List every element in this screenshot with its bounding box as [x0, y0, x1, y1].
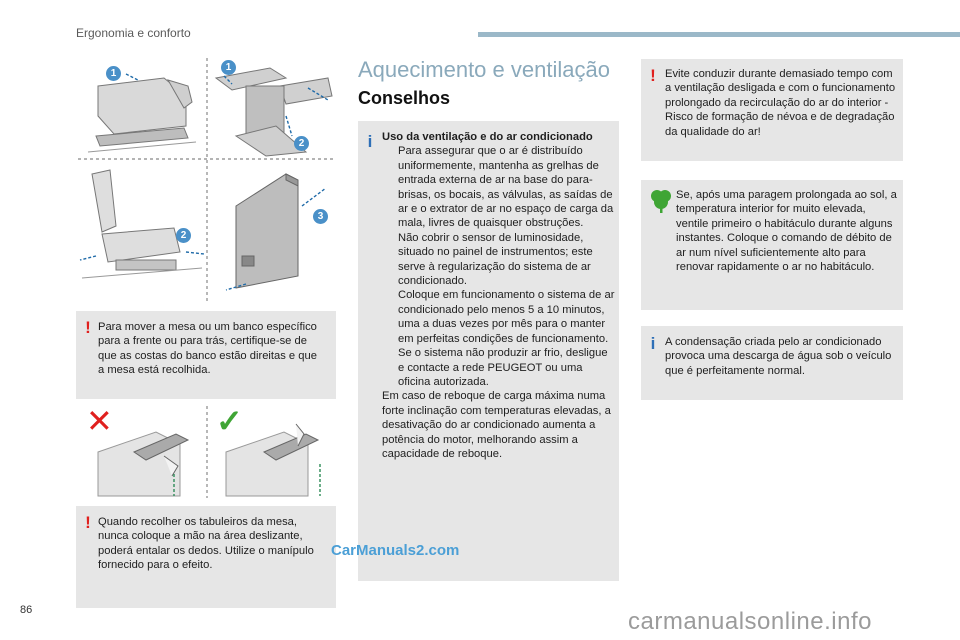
- advice-footer: Em caso de reboque de carga máxima numa forte inclinação com temperaturas elevadas, a desativação do ar condicionado aumenta a potência do motor, melhorando assim a capacidade de reboque.: [382, 390, 611, 460]
- seat-drawing: [82, 170, 202, 278]
- seat-table-illustrations: [76, 56, 336, 306]
- callout-2: 2: [294, 136, 309, 151]
- wrong-mark-icon: ✕: [86, 403, 113, 439]
- right-mark-icon: ✓: [216, 403, 243, 439]
- warning-note-fingers: [76, 506, 336, 608]
- list-item-text: Se o sistema não produzir ar frio, desligue e contacte a rede PEUGEOT ou uma oficina autorizada.: [398, 347, 608, 388]
- advice-list: [382, 144, 616, 389]
- warning-icon: !: [85, 318, 91, 337]
- info-icon: i: [367, 132, 373, 151]
- warning-note-text: Quando recolher os tabuleiros da mesa, nunca coloque a mão na área deslizante, poderá entalar os dedos. Utilize o manípulo fornecido para o efeito.: [98, 516, 314, 572]
- advice-panel: [358, 121, 619, 581]
- eco-note-ventilate: [641, 180, 903, 310]
- warning-note-table-seat: [76, 311, 336, 399]
- warning-icon: !: [85, 513, 91, 532]
- list-item: [382, 144, 616, 230]
- callout-2: 2: [176, 228, 191, 243]
- eco-tree-icon: [650, 188, 672, 214]
- list-item-text: Para assegurar que o ar é distribuído uniformemente, mantenha as grelhas de entrada externa de ar na base do para-brisas, os bocais, as válvulas, as saídas de ar e o extrator de ar no espaço de carga da mala, livres de quaisquer obstruções.: [398, 145, 614, 230]
- advice-content: [382, 130, 616, 461]
- header-accent-bar: [478, 32, 960, 37]
- info-note-condensation: [641, 326, 903, 400]
- watermark-link[interactable]: CarManuals2.com: [331, 542, 460, 559]
- warning-note-text: Evite conduzir durante demasiado tempo com a ventilação desligada e com o funcionamento prolongado da recirculação do ar do interior - Risco de formação de névoa e de degradação da qualidade do ar!: [665, 68, 896, 138]
- warning-note-text: Para mover a mesa ou um banco específico para a frente ou para trás, certifique-se de que as costas do banco estão direitas e que a mesa está recolhida.: [98, 321, 317, 377]
- info-note-text: A condensação criada pelo ar condicionado provoca uma descarga de água sob o veículo que é perfeitamente normal.: [665, 336, 892, 377]
- callout-1: 1: [221, 60, 236, 75]
- info-icon: i: [650, 334, 656, 353]
- eco-note-text: Se, após uma paragem prolongada ao sol, a temperatura interior for muito elevada, ventile primeiro o habitáculo durante alguns instantes. Coloque o comando de débito de ar num nível suficientemente alto para renovar rapidamente o ar no habitáculo.: [676, 189, 897, 274]
- watermark-link[interactable]: carmanualsonline.info: [628, 608, 872, 635]
- table-unfolded-drawing: [216, 68, 332, 156]
- page-header-title: Ergonomia e conforto: [76, 26, 191, 40]
- list-item: [382, 346, 616, 389]
- hand-placement-illustrations: [76, 404, 336, 500]
- seat-diagram: [76, 56, 336, 306]
- list-item: [382, 288, 616, 346]
- hand-diagram: [76, 404, 336, 500]
- advice-heading: Uso da ventilação e do ar condicionado: [382, 131, 593, 143]
- list-item: [382, 231, 616, 289]
- warning-icon: !: [650, 66, 656, 85]
- warning-note-ventilation: [641, 59, 903, 161]
- folded-table-drawing: [236, 174, 298, 288]
- page-number: 86: [20, 604, 33, 616]
- folded-seat-drawing: [88, 78, 196, 152]
- callout-3: 3: [313, 209, 328, 224]
- list-item-text: Coloque em funcionamento o sistema de ar condicionado pelo menos 5 a 10 minutos, uma a duas vezes por mês para o manter em perfeitas condições de funcionamento.: [398, 289, 615, 345]
- callout-1: 1: [106, 66, 121, 81]
- section-subtitle: Conselhos: [358, 88, 451, 108]
- section-title: Aquecimento e ventilação: [358, 57, 610, 82]
- list-item-text: Não cobrir o sensor de luminosidade, situado no painel de instrumentos; este serve à regularização do sistema de ar condicionado.: [398, 231, 593, 288]
